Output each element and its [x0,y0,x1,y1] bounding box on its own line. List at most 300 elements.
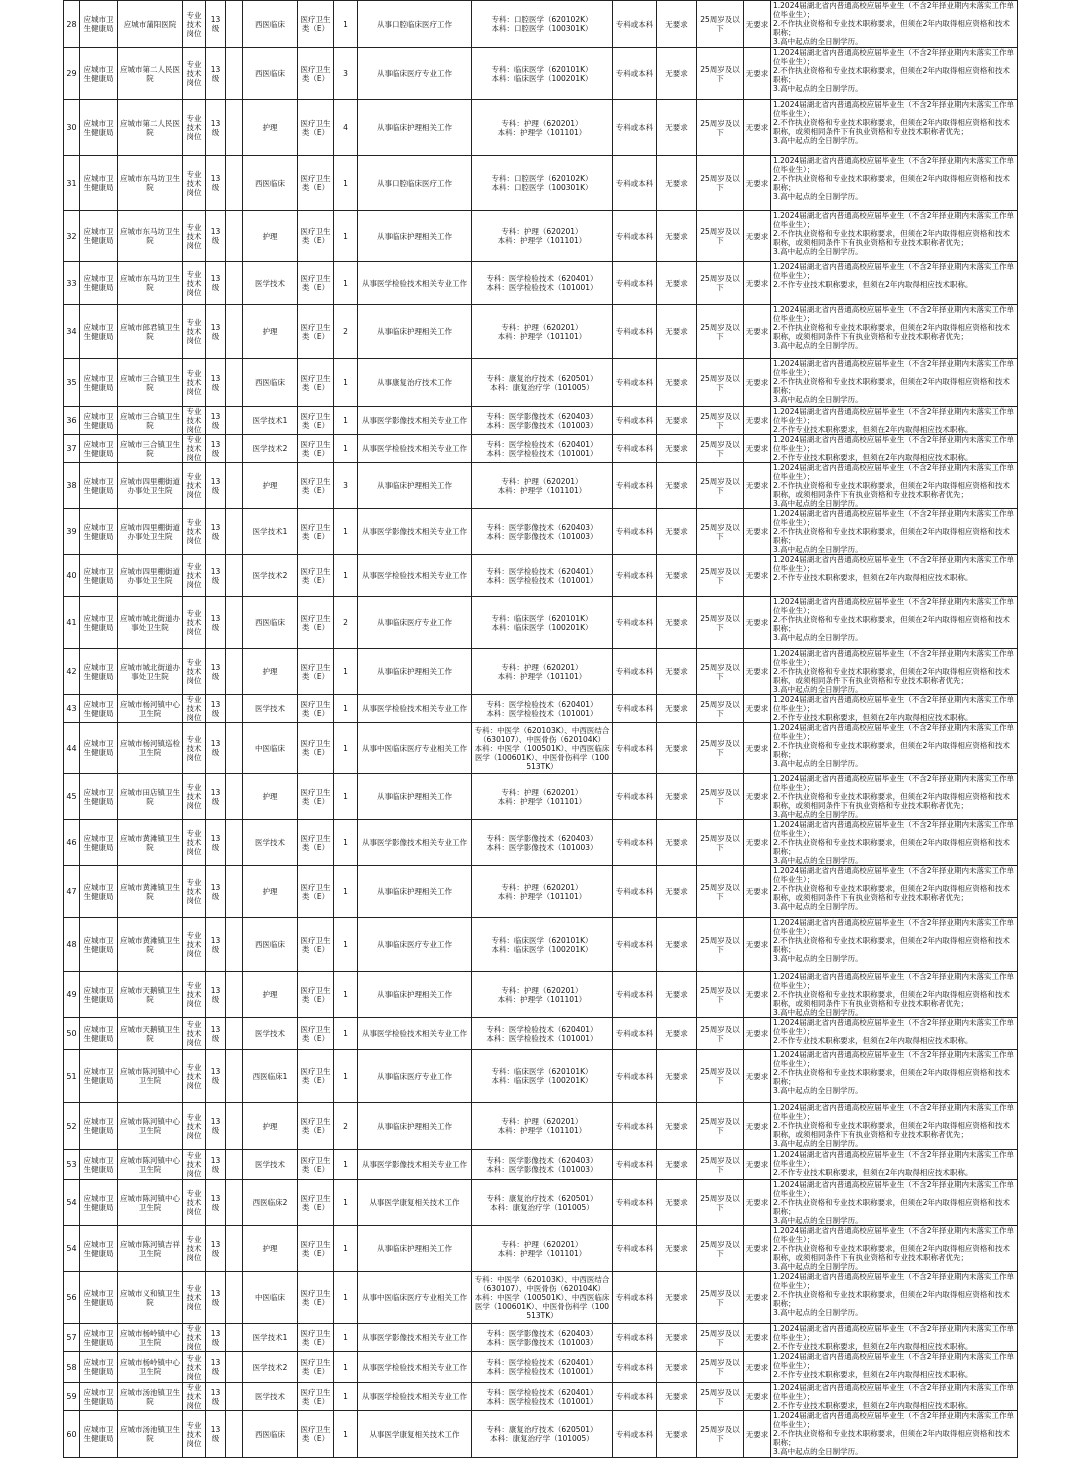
major-line: 本科：医学检验技术（101001） [486,708,598,718]
post-name: 医学技术1 [243,509,298,555]
condition-line: 2.不作执业资格和专业技术职称要求，但须在2年内取得相应资格和技术职称； [773,936,1010,954]
major-requirement [472,1018,613,1050]
post-name: 西医临床1 [243,1050,298,1103]
conditions [771,1383,1018,1411]
hiring-unit: 应城市黄滩镇卫生院 [118,820,183,866]
department: 应城市卫生健康局 [80,305,118,359]
blank-cell [226,1103,243,1150]
age-requirement: 25周岁及以下 [697,1018,744,1050]
row-number: 28 [64,1,80,48]
table-row [64,1,1018,48]
condition-line: 2.不作专业技术职称要求，但须在2年内取得相应技术职称。 [773,1036,973,1045]
age-requirement: 25周岁及以下 [697,1383,744,1411]
condition-line: 1.2024届湖北省内普通高校应届毕业生（不含2年择业期内未落实工作单位毕业生）； [773,1272,1015,1290]
post-grade: 13级 [206,100,226,156]
age-requirement: 25周岁及以下 [697,695,744,723]
conditions [771,1050,1018,1103]
major-line: 专科：护理（620201） [501,1239,583,1249]
major-requirement [472,463,613,509]
post-name: 西医临床 [243,156,298,211]
hire-count: 1 [334,1018,358,1050]
hiring-unit: 应城市四里棚街道办事处卫生院 [118,555,183,597]
row-number: 57 [64,1324,80,1352]
major-line: 本科：临床医学（100201K） [491,73,593,83]
blank-cell [226,1324,243,1352]
conditions [771,435,1018,463]
exam-category: 医疗卫生类（E） [298,1150,334,1180]
post-name: 医学技术2 [243,435,298,463]
table-row [64,1150,1018,1180]
table-row [64,723,1018,774]
blank-cell [226,866,243,918]
exam-category: 医疗卫生类（E） [298,820,334,866]
age-requirement: 25周岁及以下 [697,463,744,509]
post-grade: 13级 [206,597,226,649]
major-requirement [472,1383,613,1411]
post-name: 医学技术 [243,820,298,866]
post-name: 医学技术 [243,1018,298,1050]
degree-requirement: 无要求 [657,695,697,723]
table-row [64,435,1018,463]
major-requirement [472,820,613,866]
post-type: 专业技术岗位 [183,407,206,435]
hire-count: 1 [334,262,358,305]
hiring-unit: 应城市杨河镇巡检卫生院 [118,723,183,774]
department: 应城市卫生健康局 [80,555,118,597]
condition-line: 1.2024届湖北省内普通高校应届毕业生（不含2年择业期内未落实工作单位毕业生）； [773,1103,1015,1121]
blank-cell [226,1050,243,1103]
age-requirement: 25周岁及以下 [697,48,744,100]
exam-category: 医疗卫生类（E） [298,1180,334,1226]
post-type: 专业技术岗位 [183,211,206,262]
post-grade: 13级 [206,262,226,305]
table-row [64,48,1018,100]
education-requirement: 专科或本科 [613,48,657,100]
department: 应城市卫生健康局 [80,463,118,509]
major-line: 专科：护理（620201） [501,476,583,486]
blank-cell [226,555,243,597]
major-line: 本科：医学影像技术（101003） [486,842,598,852]
degree-requirement: 无要求 [657,723,697,774]
post-name: 医学技术 [243,262,298,305]
condition-line: 1.2024届湖北省内普通高校应届毕业生（不含2年择业期内未落实工作单位毕业生）； [773,305,1015,323]
other-requirement: 无要求 [744,211,771,262]
table-row [64,649,1018,695]
row-number: 47 [64,866,80,918]
hiring-unit: 应城市城北街道办事处卫生院 [118,649,183,695]
row-number: 42 [64,649,80,695]
condition-line: 3.高中起点的全日制学历。 [773,1008,863,1017]
post-name: 医学技术2 [243,1352,298,1383]
conditions [771,1324,1018,1352]
major-line: 本科：护理学（101101） [497,994,587,1004]
condition-line: 1.2024届湖北省内普通高校应届毕业生（不含2年择业期内未落实工作单位毕业生）； [773,1411,1015,1429]
conditions [771,463,1018,509]
education-requirement: 专科或本科 [613,1150,657,1180]
major-line: 本科：护理学（101101） [497,485,587,495]
major-requirement [472,1352,613,1383]
post-grade: 13级 [206,407,226,435]
age-requirement: 25周岁及以下 [697,1324,744,1352]
condition-line: 1.2024届湖北省内普通高校应届毕业生（不含2年择业期内未落实工作单位毕业生）； [773,1150,1015,1168]
education-requirement: 专科或本科 [613,1352,657,1383]
other-requirement: 无要求 [744,407,771,435]
post-grade: 13级 [206,48,226,100]
degree-requirement: 无要求 [657,1352,697,1383]
post-grade: 13级 [206,918,226,972]
major-requirement [472,597,613,649]
degree-requirement: 无要求 [657,435,697,463]
hire-count: 1 [334,866,358,918]
education-requirement: 专科或本科 [613,1272,657,1324]
post-grade: 13级 [206,695,226,723]
major-requirement [472,359,613,407]
major-line: 专科：医学影像技术（620403） [486,1155,598,1165]
hiring-unit: 应城市田店镇卫生院 [118,774,183,820]
hiring-unit: 应城市陈河镇中心卫生院 [118,1180,183,1226]
major-requirement [472,435,613,463]
condition-line: 2.不作执业资格和专业技术职称要求，但须在2年内取得相应资格和技术职称； [773,741,1010,759]
condition-line: 2.不作执业资格和专业技术职称要求，但须在2年内取得相应资格和技术职称，或须相同条件下有执业资格和专业技术职称者优先； [773,481,1010,499]
degree-requirement: 无要求 [657,1,697,48]
condition-line: 1.2024届湖北省内普通高校应届毕业生（不含2年择业期内未落实工作单位毕业生）； [773,509,1015,527]
post-name: 护理 [243,972,298,1018]
other-requirement: 无要求 [744,918,771,972]
department: 应城市卫生健康局 [80,156,118,211]
major-line: 本科：医学影像技术（101003） [486,1164,598,1174]
post-grade: 13级 [206,509,226,555]
hiring-unit: 应城市东马坊卫生院 [118,262,183,305]
major-requirement [472,305,613,359]
table-row [64,820,1018,866]
table-row [64,1383,1018,1411]
post-type: 专业技术岗位 [183,1150,206,1180]
other-requirement: 无要求 [744,820,771,866]
hiring-unit: 应城市东马坊卫生院 [118,211,183,262]
post-grade: 13级 [206,1352,226,1383]
hire-count: 1 [334,555,358,597]
other-requirement: 无要求 [744,774,771,820]
post-name: 护理 [243,1226,298,1272]
job-description: 从事康复治疗技术工作 [358,359,472,407]
major-line: 本科：医学影像技术（101003） [486,531,598,541]
hire-count: 1 [334,1150,358,1180]
age-requirement: 25周岁及以下 [697,305,744,359]
blank-cell [226,774,243,820]
education-requirement: 专科或本科 [613,918,657,972]
row-number: 51 [64,1050,80,1103]
major-line: 专科：护理（620201） [501,118,583,128]
major-requirement [472,1180,613,1226]
exam-category: 医疗卫生类（E） [298,48,334,100]
major-requirement [472,48,613,100]
hire-count: 1 [334,156,358,211]
condition-line: 1.2024届湖北省内普通高校应届毕业生（不含2年择业期内未落实工作单位毕业生）； [773,723,1015,741]
education-requirement: 专科或本科 [613,1411,657,1458]
degree-requirement: 无要求 [657,262,697,305]
department: 应城市卫生健康局 [80,435,118,463]
exam-category: 医疗卫生类（E） [298,866,334,918]
post-grade: 13级 [206,211,226,262]
conditions [771,774,1018,820]
hiring-unit: 应城市义和镇卫生院 [118,1272,183,1324]
post-name: 西医临床2 [243,1180,298,1226]
exam-category: 医疗卫生类（E） [298,1352,334,1383]
hiring-unit: 应城市三合镇卫生院 [118,435,183,463]
major-line: 本科：中医学（100501K）、中西医临床医学（100601K）、中医骨伤科学（100513TK） [474,1293,610,1320]
job-description: 从事临床护理相关工作 [358,649,472,695]
major-line: 专科：康复治疗技术（620501） [486,1425,598,1434]
other-requirement: 无要求 [744,1050,771,1103]
job-description: 从事临床医疗专业工作 [358,918,472,972]
condition-line: 1.2024届湖北省内普通高校应届毕业生（不含2年择业期内未落实工作单位毕业生）； [773,649,1015,667]
other-requirement: 无要求 [744,1150,771,1180]
major-line: 本科：护理学（101101） [497,796,587,806]
exam-category: 医疗卫生类（E） [298,597,334,649]
row-number: 54 [64,1180,80,1226]
hiring-unit: 应城市陈河镇中心卫生院 [118,1103,183,1150]
table-row [64,918,1018,972]
job-description: 从事医学检验技术相关专业工作 [358,435,472,463]
post-grade: 13级 [206,305,226,359]
other-requirement: 无要求 [744,48,771,100]
conditions [771,555,1018,597]
major-line: 本科：医学检验技术（101001） [486,1033,598,1043]
job-description: 从事医学检验技术相关专业工作 [358,262,472,305]
table-row [64,1411,1018,1458]
condition-line: 1.2024届湖北省内普通高校应届毕业生（不含2年择业期内未落实工作单位毕业生）； [773,1018,1015,1036]
major-requirement [472,1411,613,1458]
hiring-unit: 应城市东马坊卫生院 [118,156,183,211]
post-type: 专业技术岗位 [183,1383,206,1411]
positions-table [63,0,1018,1458]
post-type: 专业技术岗位 [183,359,206,407]
exam-category: 医疗卫生类（E） [298,100,334,156]
exam-category: 医疗卫生类（E） [298,774,334,820]
condition-line: 3.高中起点的全日制学历。 [773,395,863,404]
hire-count: 1 [334,1411,358,1458]
exam-category: 医疗卫生类（E） [298,555,334,597]
post-grade: 13级 [206,723,226,774]
exam-category: 医疗卫生类（E） [298,1050,334,1103]
table-row [64,1226,1018,1272]
degree-requirement: 无要求 [657,866,697,918]
row-number: 29 [64,48,80,100]
age-requirement: 25周岁及以下 [697,1150,744,1180]
degree-requirement: 无要求 [657,774,697,820]
other-requirement: 无要求 [744,1352,771,1383]
blank-cell [226,723,243,774]
condition-line: 2.不作执业资格和专业技术职称要求，但须在2年内取得相应资格和技术职称，或须相同条件下有执业资格和专业技术职称者优先； [773,1121,1010,1139]
table-row [64,1050,1018,1103]
table-row [64,1272,1018,1324]
post-type: 专业技术岗位 [183,1180,206,1226]
major-line: 专科：医学检验技术（620401） [486,274,598,283]
major-line: 专科：医学影像技术（620403） [486,1328,598,1338]
degree-requirement: 无要求 [657,1383,697,1411]
other-requirement: 无要求 [744,866,771,918]
table-row [64,156,1018,211]
education-requirement: 专科或本科 [613,1324,657,1352]
condition-line: 3.高中起点的全日制学历。 [773,136,863,145]
major-line: 专科：口腔医学（620102K） [491,15,593,24]
post-type: 专业技术岗位 [183,695,206,723]
major-line: 专科：临床医学（620101K） [491,64,593,74]
education-requirement: 专科或本科 [613,555,657,597]
hiring-unit: 应城市陈河镇中心卫生院 [118,1050,183,1103]
major-line: 专科：医学检验技术（620401） [486,1024,598,1034]
post-name: 护理 [243,211,298,262]
condition-line: 2.不作执业资格和专业技术职称要求，但须在2年内取得相应资格和技术职称； [773,1429,1010,1447]
post-name: 西医临床 [243,597,298,649]
major-line: 专科：护理（620201） [501,787,583,797]
post-grade: 13级 [206,1150,226,1180]
row-number: 36 [64,407,80,435]
row-number: 54 [64,1226,80,1272]
condition-line: 1.2024届湖北省内普通高校应届毕业生（不含2年择业期内未落实工作单位毕业生）； [773,820,1015,838]
conditions [771,1018,1018,1050]
table-row [64,774,1018,820]
department: 应城市卫生健康局 [80,597,118,649]
department: 应城市卫生健康局 [80,48,118,100]
condition-line: 2.不作专业技术职称要求，但须在2年内取得相应技术职称。 [773,1342,973,1351]
row-number: 35 [64,359,80,407]
other-requirement: 无要求 [744,649,771,695]
blank-cell [226,1180,243,1226]
post-name: 护理 [243,1103,298,1150]
age-requirement: 25周岁及以下 [697,1103,744,1150]
department: 应城市卫生健康局 [80,1150,118,1180]
condition-line: 1.2024届湖北省内普通高校应届毕业生（不含2年择业期内未落实工作单位毕业生）； [773,262,1015,280]
hiring-unit: 应城市三合镇卫生院 [118,359,183,407]
conditions [771,1180,1018,1226]
hiring-unit: 应城市第二人民医院 [118,100,183,156]
major-line: 专科：中医学（620103K）、中西医结合（630107）、中医骨伤（620104K） [474,725,610,744]
blank-cell [226,1411,243,1458]
post-grade: 13级 [206,1,226,48]
age-requirement: 25周岁及以下 [697,649,744,695]
conditions [771,100,1018,156]
other-requirement: 无要求 [744,597,771,649]
condition-line: 1.2024届湖北省内普通高校应届毕业生（不含2年择业期内未落实工作单位毕业生）； [773,597,1015,615]
post-name: 西医临床 [243,1,298,48]
major-requirement [472,1272,613,1324]
major-line: 本科：医学检验技术（101001） [486,575,598,585]
department: 应城市卫生健康局 [80,1180,118,1226]
row-number: 52 [64,1103,80,1150]
major-requirement [472,1324,613,1352]
education-requirement: 专科或本科 [613,509,657,555]
post-grade: 13级 [206,463,226,509]
education-requirement: 专科或本科 [613,695,657,723]
condition-line: 1.2024届湖北省内普通高校应届毕业生（不含2年择业期内未落实工作单位毕业生）； [773,555,1015,573]
conditions [771,918,1018,972]
conditions [771,305,1018,359]
department: 应城市卫生健康局 [80,1411,118,1458]
hire-count: 1 [334,1,358,48]
blank-cell [226,649,243,695]
post-type: 专业技术岗位 [183,597,206,649]
major-requirement [472,1103,613,1150]
condition-line: 1.2024届湖北省内普通高校应届毕业生（不含2年择业期内未落实工作单位毕业生）； [773,1383,1015,1401]
condition-line: 1.2024届湖北省内普通高校应届毕业生（不含2年择业期内未落实工作单位毕业生）； [773,1324,1015,1342]
condition-line: 2.不作专业技术职称要求，但须在2年内取得相应技术职称。 [773,1401,973,1410]
condition-line: 1.2024届湖北省内普通高校应届毕业生（不含2年择业期内未落实工作单位毕业生）； [773,1226,1015,1244]
blank-cell [226,695,243,723]
hiring-unit: 应城市四里棚街道办事处卫生院 [118,463,183,509]
other-requirement: 无要求 [744,972,771,1018]
hiring-unit: 应城市陈河镇中心卫生院 [118,1150,183,1180]
condition-line: 1.2024届湖北省内普通高校应届毕业生（不含2年择业期内未落实工作单位毕业生）； [773,1,1015,19]
other-requirement: 无要求 [744,1226,771,1272]
major-line: 本科：医学影像技术（101003） [486,420,598,430]
exam-category: 医疗卫生类（E） [298,509,334,555]
education-requirement: 专科或本科 [613,359,657,407]
condition-line: 2.不作执业资格和专业技术职称要求，但须在2年内取得相应资格和技术职称； [773,527,1010,545]
table-row [64,1018,1018,1050]
post-grade: 13级 [206,1411,226,1458]
age-requirement: 25周岁及以下 [697,723,744,774]
education-requirement: 专科或本科 [613,723,657,774]
education-requirement: 专科或本科 [613,597,657,649]
exam-category: 医疗卫生类（E） [298,1383,334,1411]
condition-line: 1.2024届湖北省内普通高校应届毕业生（不含2年择业期内未落实工作单位毕业生）； [773,211,1015,229]
condition-line: 2.不作专业技术职称要求，但须在2年内取得相应技术职称。 [773,425,973,434]
education-requirement: 专科或本科 [613,1103,657,1150]
post-name: 护理 [243,774,298,820]
department: 应城市卫生健康局 [80,1272,118,1324]
condition-line: 2.不作执业资格和专业技术职称要求，但须在2年内取得相应资格和技术职称，或须相同条件下有执业资格和专业技术职称者优先； [773,792,1010,810]
blank-cell [226,1383,243,1411]
post-name: 护理 [243,305,298,359]
post-name: 医学技术 [243,1150,298,1180]
hiring-unit: 应城市杨河镇中心卫生院 [118,695,183,723]
major-line: 专科：临床医学（620101K） [491,1067,593,1076]
hiring-unit: 应城市四里棚街道办事处卫生院 [118,509,183,555]
education-requirement: 专科或本科 [613,1,657,48]
job-description: 从事临床护理相关工作 [358,866,472,918]
row-number: 46 [64,820,80,866]
row-number: 59 [64,1383,80,1411]
condition-line: 3.高中起点的全日制学历。 [773,499,863,508]
row-number: 33 [64,262,80,305]
degree-requirement: 无要求 [657,649,697,695]
condition-line: 2.不作专业技术职称要求，但须在2年内取得相应技术职称。 [773,1370,973,1379]
exam-category: 医疗卫生类（E） [298,1411,334,1458]
job-description: 从事医学康复相关技术工作 [358,1411,472,1458]
exam-category: 医疗卫生类（E） [298,1226,334,1272]
degree-requirement: 无要求 [657,509,697,555]
post-name: 医学技术 [243,695,298,723]
major-line: 本科：临床医学（100201K） [491,622,593,632]
age-requirement: 25周岁及以下 [697,555,744,597]
department: 应城市卫生健康局 [80,1383,118,1411]
conditions [771,1411,1018,1458]
condition-line: 2.不作执业资格和专业技术职称要求，但须在2年内取得相应资格和技术职称，或须相同条件下有执业资格和专业技术职称者优先； [773,990,1010,1008]
major-line: 本科：医学检验技术（101001） [486,283,598,292]
department: 应城市卫生健康局 [80,262,118,305]
major-line: 专科：康复治疗技术（620501） [486,1193,598,1203]
post-name: 中医临床 [243,1272,298,1324]
department: 应城市卫生健康局 [80,407,118,435]
condition-line: 1.2024届湖北省内普通高校应届毕业生（不含2年择业期内未落实工作单位毕业生）； [773,100,1015,118]
job-description: 从事临床护理相关工作 [358,972,472,1018]
major-line: 专科：医学检验技术（620401） [486,699,598,709]
other-requirement: 无要求 [744,1411,771,1458]
hire-count: 1 [334,509,358,555]
education-requirement: 专科或本科 [613,262,657,305]
department: 应城市卫生健康局 [80,359,118,407]
